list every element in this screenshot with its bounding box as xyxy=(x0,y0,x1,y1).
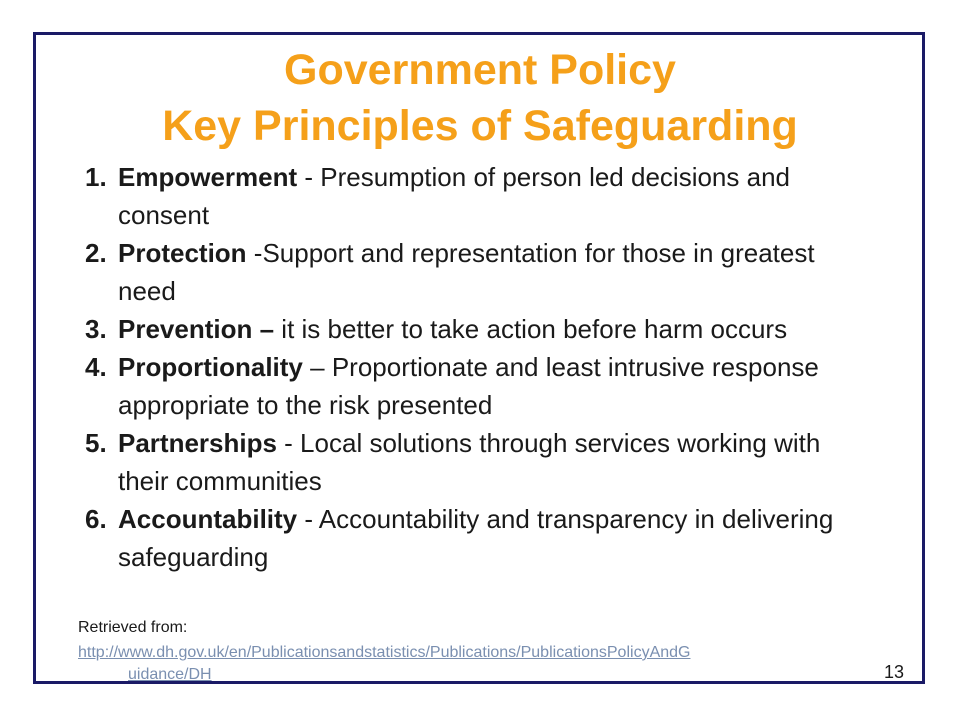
principle-item xyxy=(85,348,875,424)
principle-text: – Proportionate and least intrusive response appropriate to the risk presented xyxy=(118,352,819,420)
principle-name: Prevention – xyxy=(118,314,275,344)
principles-list xyxy=(85,158,875,576)
principle-number: 6. xyxy=(85,504,107,534)
slide-title-line1: Government Policy xyxy=(284,46,676,94)
source-link-line1[interactable]: http://www.dh.gov.uk/en/Publicationsandstatistics/Publications/PublicationsPolicyAndG xyxy=(78,644,691,661)
source-link-line2[interactable]: uidance/DH xyxy=(128,666,212,683)
principle-text: - Accountability and transparency in delivering safeguarding xyxy=(118,504,834,572)
page-number: 13 xyxy=(883,662,904,682)
source-link[interactable] xyxy=(78,642,913,686)
principle-item xyxy=(85,500,875,576)
principle-number: 4. xyxy=(85,352,107,382)
principle-item xyxy=(85,310,875,348)
retrieved-label: Retrieved from: xyxy=(78,619,188,636)
principle-number: 1. xyxy=(85,162,107,192)
principle-text: it is better to take action before harm occurs xyxy=(274,314,788,344)
principle-number: 3. xyxy=(85,314,107,344)
principle-text: - Presumption of person led decisions and consent xyxy=(118,162,790,230)
principle-item xyxy=(85,234,875,310)
principle-name: Empowerment xyxy=(118,162,298,192)
principle-number: 2. xyxy=(85,238,107,268)
principle-item xyxy=(85,158,875,234)
principle-text: -Support and representation for those in greatest need xyxy=(118,238,815,306)
principle-name: Proportionality xyxy=(118,352,303,382)
principle-text: - Local solutions through services working with their communities xyxy=(118,428,821,496)
principle-name: Accountability xyxy=(118,504,298,534)
principle-item xyxy=(85,424,875,500)
principle-number: 5. xyxy=(85,428,107,458)
principle-name: Partnerships xyxy=(118,428,277,458)
slide-title-line2: Key Principles of Safeguarding xyxy=(162,102,798,150)
principle-name: Protection xyxy=(118,238,247,268)
